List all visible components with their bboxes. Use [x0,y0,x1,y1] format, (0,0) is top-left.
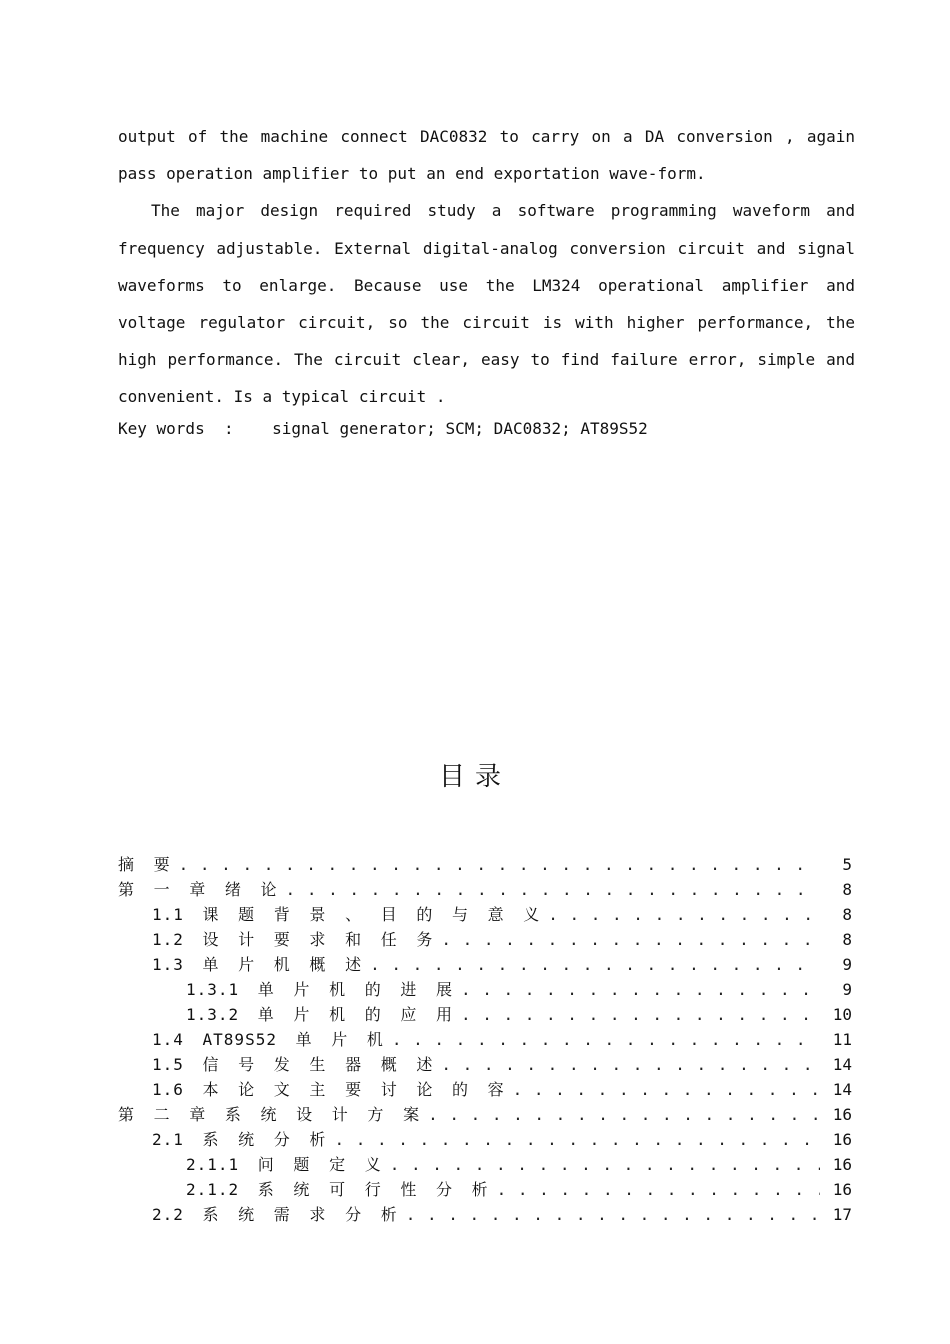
toc-entry-label: 2.2 系 统 需 求 分 析 [152,1205,398,1224]
toc-entry-label: 第 一 章 绪 论 [118,880,278,899]
toc-entry-page: 8 [842,905,852,924]
toc-entry-label: 1.3.1 单 片 机 的 进 展 [186,980,453,999]
abstract-line-2: pass operation amplifier to put an end exportation wave-form. [118,164,706,184]
toc-entry-label: 摘 要 [118,855,171,874]
toc-dot-leader [441,927,820,952]
toc-entry-label: 2.1.1 问 题 定 义 [186,1155,382,1174]
toc-entry[interactable] [118,902,852,927]
abstract-section [118,118,855,442]
toc-dot-leader [548,902,820,927]
abstract-paragraph: The major design required study a software programming waveform and frequency adjustable. External digital-analog conversion circuit and signal waveforms to enlarge. Because use the LM324 operational amplifier and voltage regulator circuit, so the circuit is with higher performance, the high performance. The circuit clear, easy to find failure error, simple and convenient. Is a typical circuit . [118,201,855,407]
toc-entry-page: 10 [832,1005,852,1024]
toc-entry[interactable] [118,952,852,977]
toc-entry-page: 8 [842,880,852,899]
toc-entry-page: 16 [832,1155,852,1174]
toc-dot-leader [428,1102,820,1127]
toc-dot-leader [406,1202,820,1227]
toc-entry-page: 16 [832,1105,852,1124]
toc-entry-page: 5 [842,855,852,874]
toc-dot-leader [461,1002,820,1027]
toc-entry-page: 16 [832,1130,852,1149]
toc-entry-page: 11 [832,1030,852,1049]
toc-entry-page: 8 [842,930,852,949]
toc-entry-label: 1.5 信 号 发 生 器 概 述 [152,1055,434,1074]
table-of-contents [118,852,852,1227]
toc-entry-label: 1.6 本 论 文 主 要 讨 论 的 容 [152,1080,505,1099]
toc-entry[interactable] [118,877,852,902]
toc-entry[interactable] [118,1102,852,1127]
toc-dot-leader [441,1052,820,1077]
toc-entry-page: 9 [842,955,852,974]
toc-entry[interactable] [118,1127,852,1152]
toc-title: 目录 [438,762,511,792]
toc-entry[interactable] [118,852,852,877]
toc-dot-leader [513,1077,820,1102]
toc-entry[interactable] [118,1077,852,1102]
toc-entry[interactable] [118,927,852,952]
toc-entry[interactable] [118,1152,852,1177]
toc-entry-page: 16 [832,1180,852,1199]
toc-entry-page: 17 [832,1205,852,1224]
toc-entry-label: 1.2 设 计 要 求 和 任 务 [152,930,434,949]
toc-entry-label: 1.4 AT89S52 单 片 机 [152,1030,384,1049]
keywords-line [118,416,855,442]
toc-entry-label: 2.1.2 系 统 可 行 性 分 析 [186,1180,489,1199]
toc-dot-leader [461,977,820,1002]
toc-dot-leader [390,1152,820,1177]
toc-entry[interactable] [118,1052,852,1077]
toc-entry-page: 14 [832,1080,852,1099]
toc-dot-leader [370,952,820,977]
toc-entry-label: 2.1 系 统 分 析 [152,1130,327,1149]
toc-dot-leader [286,877,820,902]
keywords-value: signal generator; SCM; DAC0832; AT89S52 [272,418,648,438]
toc-dot-leader [392,1027,820,1052]
toc-entry[interactable] [118,977,852,1002]
toc-entry-page: 14 [832,1055,852,1074]
toc-entry[interactable] [118,1002,852,1027]
toc-entry[interactable] [118,1177,852,1202]
toc-dot-leader [179,852,820,877]
toc-entry-label: 第 二 章 系 统 设 计 方 案 [118,1105,421,1124]
toc-entry[interactable] [118,1202,852,1227]
keywords-label: Key words : [118,418,234,438]
toc-entry-page: 9 [842,980,852,999]
toc-dot-leader [334,1127,820,1152]
toc-entry-label: 1.3.2 单 片 机 的 应 用 [186,1005,453,1024]
toc-entry[interactable] [118,1027,852,1052]
toc-entry-label: 1.1 课 题 背 景 、 目 的 与 意 义 [152,905,541,924]
toc-dot-leader [497,1177,820,1202]
toc-entry-label: 1.3 单 片 机 概 述 [152,955,363,974]
abstract-line-1: output of the machine connect DAC0832 to carry on a DA conversion , again [118,127,855,146]
